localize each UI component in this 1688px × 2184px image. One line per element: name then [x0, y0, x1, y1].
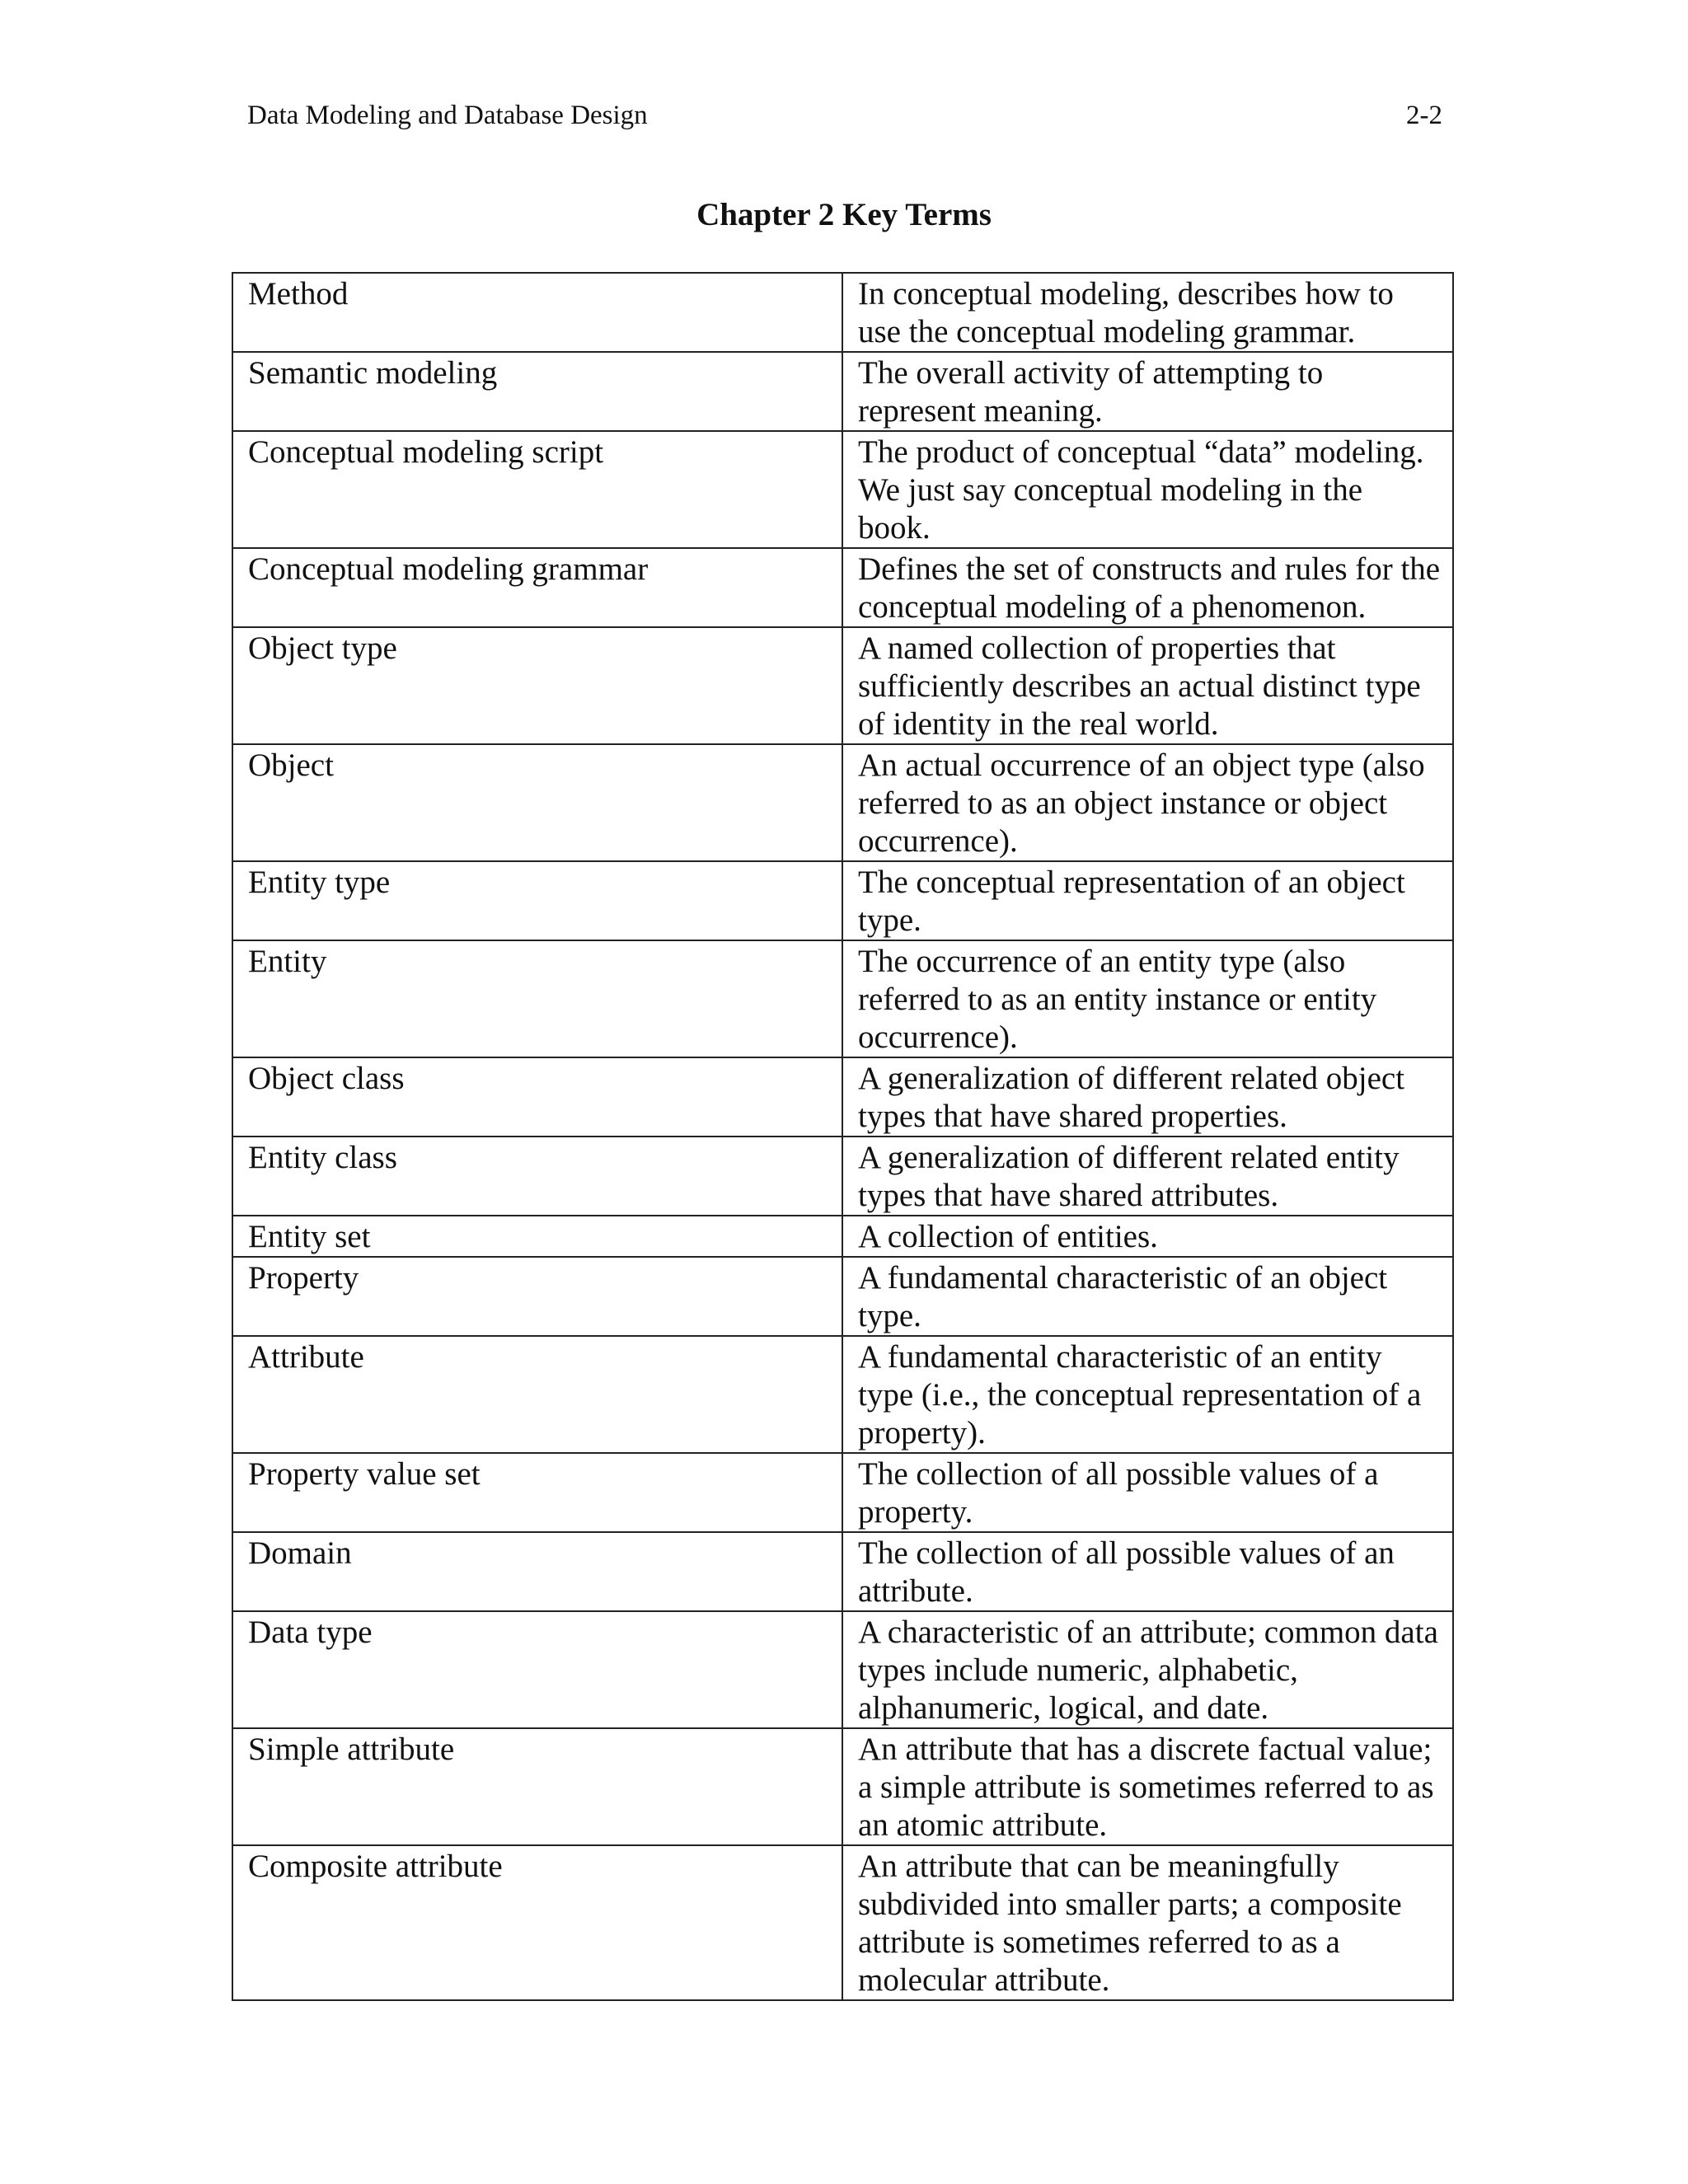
term-cell: Object	[232, 744, 842, 861]
table-row	[232, 352, 1453, 431]
term-cell: Composite attribute	[232, 1845, 842, 2000]
definition-cell: The overall activity of attempting to represent meaning.	[842, 352, 1453, 431]
term-cell: Attribute	[232, 1336, 842, 1453]
term-cell: Entity	[232, 940, 842, 1057]
term-cell: Object type	[232, 627, 842, 744]
table-row	[232, 1057, 1453, 1137]
term-cell: Conceptual modeling grammar	[232, 548, 842, 627]
definition-cell: The conceptual representation of an object type.	[842, 861, 1453, 940]
definition-cell: A collection of entities.	[842, 1216, 1453, 1257]
definition-cell: The occurrence of an entity type (also referred to as an entity instance or entity occurrence).	[842, 940, 1453, 1057]
definition-cell: A generalization of different related entity types that have shared attributes.	[842, 1137, 1453, 1216]
book-title: Data Modeling and Database Design	[247, 101, 648, 130]
table-row	[232, 1532, 1453, 1611]
table-row	[232, 273, 1453, 352]
table-row	[232, 940, 1453, 1057]
definition-cell: An attribute that can be meaningfully subdivided into smaller parts; a composite attribute is sometimes referred to as a molecular attribute.	[842, 1845, 1453, 2000]
definition-cell: A fundamental characteristic of an entity type (i.e., the conceptual representation of a property).	[842, 1336, 1453, 1453]
term-cell: Method	[232, 273, 842, 352]
term-cell: Object class	[232, 1057, 842, 1137]
term-cell: Property value set	[232, 1453, 842, 1532]
term-cell: Entity set	[232, 1216, 842, 1257]
table-row	[232, 1845, 1453, 2000]
definition-cell: An actual occurrence of an object type (also referred to as an object instance or object occurrence).	[842, 744, 1453, 861]
table-row	[232, 1216, 1453, 1257]
key-terms-table-body	[232, 273, 1453, 2000]
key-terms-table	[232, 272, 1454, 2001]
page-number: 2-2	[1406, 101, 1442, 130]
term-cell: Entity type	[232, 861, 842, 940]
definition-cell: A named collection of properties that sufficiently describes an actual distinct type of identity in the real world.	[842, 627, 1453, 744]
term-cell: Domain	[232, 1532, 842, 1611]
definition-cell: A generalization of different related object types that have shared properties.	[842, 1057, 1453, 1137]
definition-cell: The product of conceptual “data” modeling. We just say conceptual modeling in the book.	[842, 431, 1453, 548]
term-cell: Property	[232, 1257, 842, 1336]
table-row	[232, 1728, 1453, 1845]
table-row	[232, 627, 1453, 744]
table-row	[232, 431, 1453, 548]
term-cell: Simple attribute	[232, 1728, 842, 1845]
term-cell: Data type	[232, 1611, 842, 1728]
table-row	[232, 1611, 1453, 1728]
table-row	[232, 1137, 1453, 1216]
table-row	[232, 1453, 1453, 1532]
definition-cell: The collection of all possible values of a property.	[842, 1453, 1453, 1532]
definition-cell: A fundamental characteristic of an object type.	[842, 1257, 1453, 1336]
definition-cell: An attribute that has a discrete factual value; a simple attribute is sometimes referred to as an atomic attribute.	[842, 1728, 1453, 1845]
term-cell: Semantic modeling	[232, 352, 842, 431]
definition-cell: The collection of all possible values of an attribute.	[842, 1532, 1453, 1611]
definition-cell: In conceptual modeling, describes how to use the conceptual modeling grammar.	[842, 273, 1453, 352]
table-row	[232, 861, 1453, 940]
definition-cell: A characteristic of an attribute; common data types include numeric, alphabetic, alphanumeric, logical, and date.	[842, 1611, 1453, 1728]
table-row	[232, 548, 1453, 627]
table-row	[232, 1257, 1453, 1336]
term-cell: Entity class	[232, 1137, 842, 1216]
term-cell: Conceptual modeling script	[232, 431, 842, 548]
table-row	[232, 1336, 1453, 1453]
page-header	[247, 97, 1442, 134]
definition-cell: Defines the set of constructs and rules for the conceptual modeling of a phenomenon.	[842, 548, 1453, 627]
table-row	[232, 744, 1453, 861]
chapter-title: Chapter 2 Key Terms	[696, 197, 992, 232]
